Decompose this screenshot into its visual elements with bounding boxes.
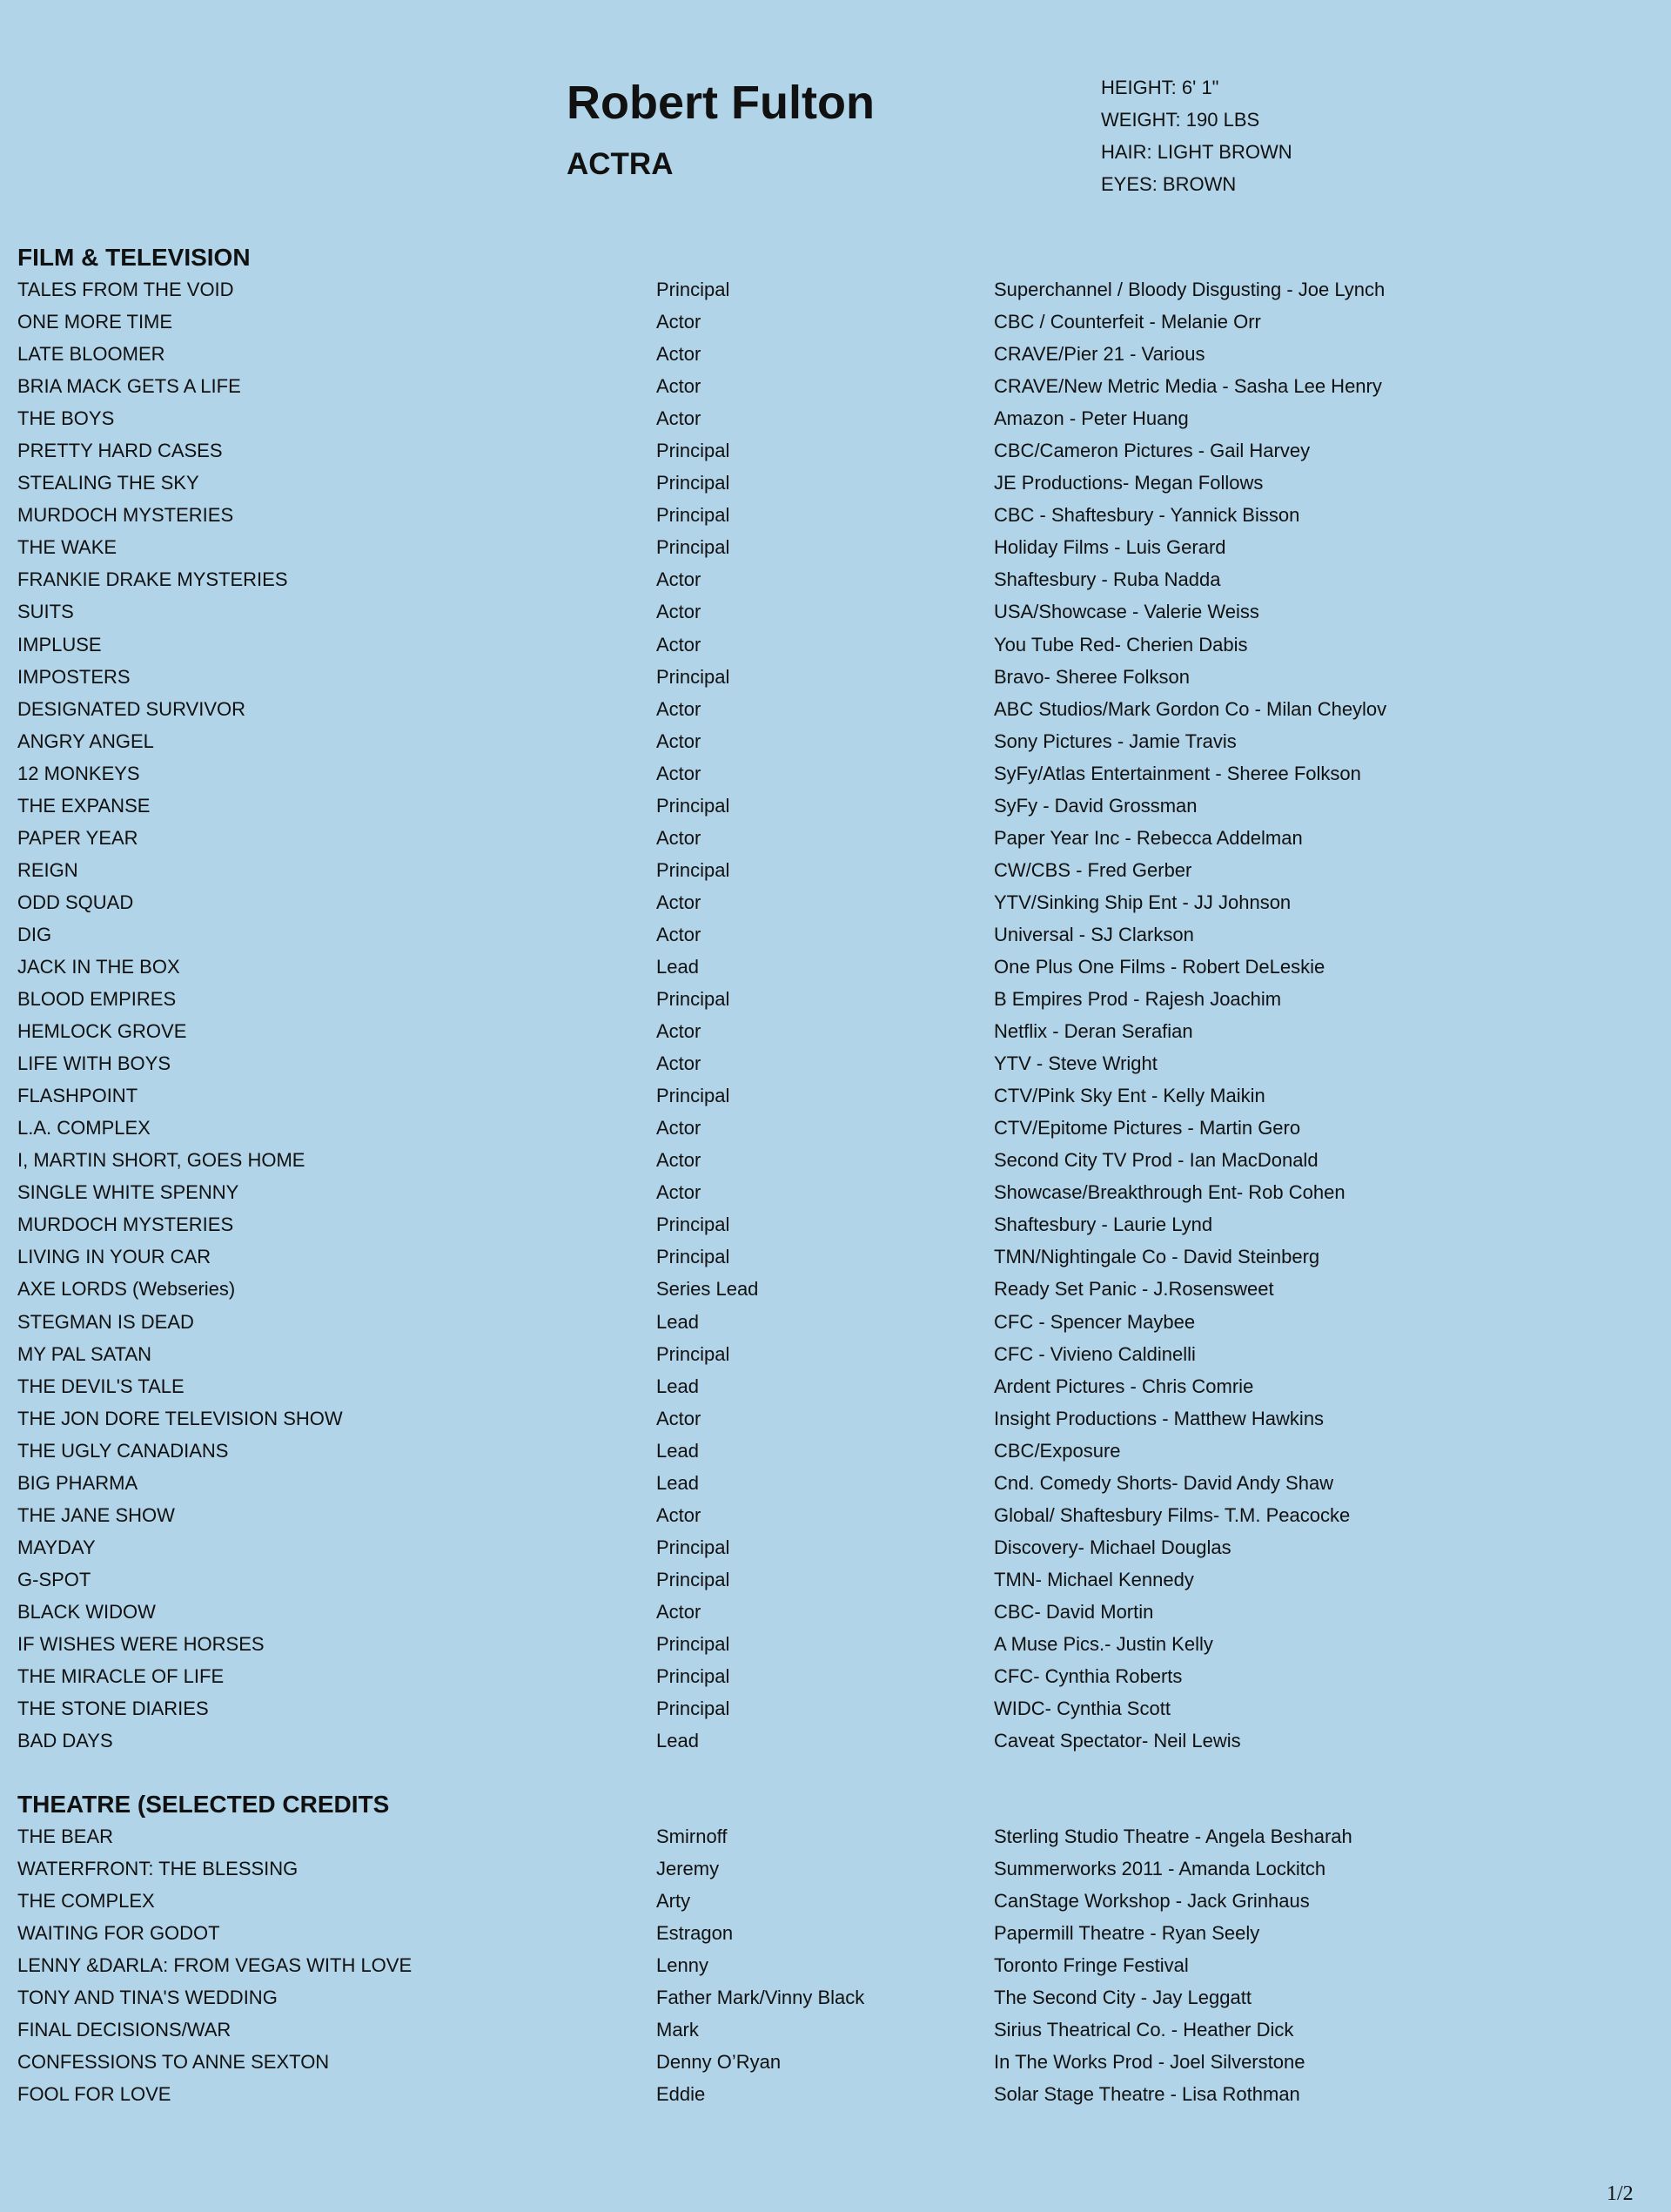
credit-role: Actor: [656, 891, 701, 913]
credit-production: CanStage Workshop - Jack Grinhaus: [994, 1890, 1310, 1913]
credit-row: [17, 531, 1636, 563]
credit-title: SINGLE WHITE SPENNY: [17, 1181, 239, 1204]
credit-role: Principal: [656, 1568, 730, 1590]
credit-production: TMN- Michael Kennedy: [994, 1568, 1194, 1590]
credit-production: Holiday Films - Luis Gerard: [994, 536, 1226, 559]
credit-title: ODD SQUAD: [17, 891, 134, 913]
section-title: FILM & TELEVISION: [17, 244, 251, 271]
credit-row: [17, 1079, 1636, 1112]
credit-role: Principal: [656, 440, 730, 462]
physical-stats: [1101, 71, 1292, 200]
credit-row: [17, 1499, 1636, 1531]
credit-role: Lead: [656, 955, 699, 978]
credit-row: [17, 1435, 1636, 1467]
credit-role: Father Mark/Vinny Black: [656, 1987, 865, 2009]
credit-row: [17, 2014, 1636, 2046]
credit-title: CONFESSIONS TO ANNE SEXTON: [17, 2051, 330, 2074]
credit-production: YTV - Steve Wright: [994, 1052, 1158, 1075]
credit-title: BAD DAYS: [17, 1730, 113, 1752]
actor-name: Robert Fulton: [567, 77, 875, 129]
credit-role: Actor: [656, 697, 701, 720]
credit-production: Caveat Spectator- Neil Lewis: [994, 1730, 1241, 1752]
credit-row: [17, 822, 1636, 854]
credit-title: LATE BLOOMER: [17, 343, 165, 366]
credit-row: [17, 1402, 1636, 1435]
credit-title: DESIGNATED SURVIVOR: [17, 697, 246, 720]
credit-production: CBC / Counterfeit - Melanie Orr: [994, 311, 1261, 333]
credit-production: WIDC- Cynthia Scott: [994, 1698, 1171, 1720]
credit-title: L.A. COMPLEX: [17, 1117, 151, 1140]
credit-row: [17, 1015, 1636, 1047]
credit-production: Bravo- Sheree Folkson: [994, 665, 1190, 688]
page-number: 1/2: [1607, 2182, 1634, 2205]
credit-role: Lead: [656, 1310, 699, 1333]
credit-row: [17, 1917, 1636, 1949]
credit-role: Lead: [656, 1730, 699, 1752]
credit-production: Paper Year Inc - Rebecca Addelman: [994, 826, 1303, 849]
credit-role: Actor: [656, 923, 701, 945]
credit-row: [17, 1660, 1636, 1692]
credit-production: SyFy - David Grossman: [994, 794, 1198, 817]
credit-role: Actor: [656, 407, 701, 430]
credit-role: Principal: [656, 472, 730, 494]
credit-row: [17, 467, 1636, 499]
credit-title: MURDOCH MYSTERIES: [17, 504, 234, 527]
credit-title: JACK IN THE BOX: [17, 955, 180, 978]
credit-role: Actor: [656, 1503, 701, 1526]
credit-row: [17, 918, 1636, 951]
credit-production: CTV/Pink Sky Ent - Kelly Maikin: [994, 1085, 1265, 1107]
credit-title: WAITING FOR GODOT: [17, 1922, 220, 1945]
credit-title: 12 MONKEYS: [17, 762, 140, 784]
credit-role: Eddie: [656, 2083, 706, 2106]
stat-height: HEIGHT: 6' 1": [1101, 77, 1219, 98]
credit-production: Shaftesbury - Laurie Lynd: [994, 1214, 1213, 1236]
credit-production: CTV/Epitome Pictures - Martin Gero: [994, 1117, 1301, 1140]
credit-production: CBC - Shaftesbury - Yannick Bisson: [994, 504, 1300, 527]
credit-role: Lenny: [656, 1954, 708, 1977]
credit-row: [17, 2078, 1636, 2110]
credit-title: FOOL FOR LOVE: [17, 2083, 171, 2106]
credit-title: BIG PHARMA: [17, 1471, 138, 1494]
credit-production: In The Works Prod - Joel Silverstone: [994, 2051, 1305, 2074]
stat-weight: WEIGHT: 190 LBS: [1101, 109, 1260, 131]
credit-production: Sony Pictures - Jamie Travis: [994, 729, 1237, 752]
credit-title: ONE MORE TIME: [17, 311, 173, 333]
film-television-section: [17, 242, 1636, 1757]
credit-production: Shaftesbury - Ruba Nadda: [994, 568, 1221, 591]
credit-row: [17, 1949, 1636, 1981]
credit-production: Second City TV Prod - Ian MacDonald: [994, 1149, 1319, 1172]
credit-production: CRAVE/New Metric Media - Sasha Lee Henry: [994, 375, 1382, 398]
credit-title: PAPER YEAR: [17, 826, 138, 849]
credit-title: I, MARTIN SHORT, GOES HOME: [17, 1149, 305, 1172]
credit-role: Series Lead: [656, 1278, 759, 1301]
credit-production: One Plus One Films - Robert DeLeskie: [994, 955, 1325, 978]
credit-row: [17, 661, 1636, 693]
credit-title: TONY AND TINA'S WEDDING: [17, 1987, 278, 2009]
credit-production: Ready Set Panic - J.Rosensweet: [994, 1278, 1274, 1301]
credit-production: CBC- David Mortin: [994, 1600, 1154, 1623]
credit-production: Showcase/Breakthrough Ent- Rob Cohen: [994, 1181, 1346, 1204]
credit-role: Principal: [656, 536, 730, 559]
credit-role: Principal: [656, 1342, 730, 1365]
credit-title: IF WISHES WERE HORSES: [17, 1632, 265, 1655]
credit-role: Principal: [656, 1536, 730, 1558]
credit-production: Papermill Theatre - Ryan Seely: [994, 1922, 1260, 1945]
credit-production: CFC- Cynthia Roberts: [994, 1665, 1183, 1688]
credit-title: THE UGLY CANADIANS: [17, 1439, 229, 1462]
credit-production: CBC/Cameron Pictures - Gail Harvey: [994, 440, 1311, 462]
credit-title: BLOOD EMPIRES: [17, 988, 177, 1011]
credit-role: Lead: [656, 1439, 699, 1462]
credit-role: Actor: [656, 568, 701, 591]
credit-role: Principal: [656, 1085, 730, 1107]
theatre-section: [17, 1789, 1636, 2110]
credit-title: THE JANE SHOW: [17, 1503, 175, 1526]
credit-title: STEALING THE SKY: [17, 472, 199, 494]
credit-row: [17, 434, 1636, 467]
credit-title: BRIA MACK GETS A LIFE: [17, 375, 241, 398]
credit-role: Actor: [656, 1149, 701, 1172]
credit-production: You Tube Red- Cherien Dabis: [994, 633, 1248, 656]
credit-title: IMPOSTERS: [17, 665, 131, 688]
credit-production: CRAVE/Pier 21 - Various: [994, 343, 1205, 366]
credit-row: [17, 563, 1636, 595]
credit-role: Actor: [656, 1117, 701, 1140]
credit-role: Principal: [656, 665, 730, 688]
credit-row: [17, 499, 1636, 531]
credit-production: Universal - SJ Clarkson: [994, 923, 1194, 945]
credit-title: STEGMAN IS DEAD: [17, 1310, 194, 1333]
credit-row: [17, 1628, 1636, 1660]
credit-row: [17, 1981, 1636, 2014]
credit-production: Netflix - Deran Serafian: [994, 1020, 1193, 1043]
credit-row: [17, 725, 1636, 757]
credit-row: [17, 1467, 1636, 1499]
credit-title: ANGRY ANGEL: [17, 729, 154, 752]
credit-production: YTV/Sinking Ship Ent - JJ Johnson: [994, 891, 1292, 913]
credit-title: THE BOYS: [17, 407, 115, 430]
credit-row: [17, 886, 1636, 918]
credit-role: Principal: [656, 1246, 730, 1268]
credit-row: [17, 1176, 1636, 1208]
credit-production: Amazon - Peter Huang: [994, 407, 1189, 430]
credit-row: [17, 402, 1636, 434]
credit-role: Lead: [656, 1471, 699, 1494]
credit-row: [17, 1725, 1636, 1757]
section-title: THEATRE (SELECTED CREDITS: [17, 1791, 390, 1818]
credit-role: Lead: [656, 1375, 699, 1397]
credit-row: [17, 338, 1636, 370]
credit-role: Principal: [656, 279, 730, 300]
credit-title: IMPLUSE: [17, 633, 102, 656]
credit-production: Insight Productions - Matthew Hawkins: [994, 1407, 1325, 1429]
credit-title: HEMLOCK GROVE: [17, 1020, 187, 1043]
stat-hair: HAIR: LIGHT BROWN: [1101, 141, 1292, 163]
credit-production: The Second City - Jay Leggatt: [994, 1987, 1252, 2009]
credit-title: THE MIRACLE OF LIFE: [17, 1665, 225, 1688]
credit-title: WATERFRONT: THE BLESSING: [17, 1858, 299, 1880]
credit-row: [17, 1852, 1636, 1885]
credit-production: Sterling Studio Theatre - Angela Besharah: [994, 1825, 1352, 1847]
credit-role: Actor: [656, 1600, 701, 1623]
credit-production: USA/Showcase - Valerie Weiss: [994, 601, 1259, 623]
credit-role: Jeremy: [656, 1858, 720, 1880]
credit-production: TMN/Nightingale Co - David Steinberg: [994, 1246, 1320, 1268]
credit-title: MURDOCH MYSTERIES: [17, 1214, 234, 1236]
credit-role: Principal: [656, 504, 730, 527]
credit-row: [17, 1047, 1636, 1079]
credit-production: A Muse Pics.- Justin Kelly: [994, 1632, 1213, 1655]
credit-row: [17, 1692, 1636, 1725]
credit-production: Ardent Pictures - Chris Comrie: [994, 1375, 1254, 1397]
credit-role: Principal: [656, 794, 730, 817]
credit-row: [17, 693, 1636, 725]
credit-row: [17, 854, 1636, 886]
credit-title: REIGN: [17, 858, 78, 881]
credit-production: Global/ Shaftesbury Films- T.M. Peacocke: [994, 1503, 1351, 1526]
credit-production: CBC/Exposure: [994, 1439, 1121, 1462]
credit-role: Denny O’Ryan: [656, 2051, 782, 2074]
credit-role: Actor: [656, 1020, 701, 1043]
credit-production: Superchannel / Bloody Disgusting - Joe Lynch: [994, 279, 1386, 300]
credit-title: LENNY &DARLA: FROM VEGAS WITH LOVE: [17, 1954, 413, 1977]
credit-production: Solar Stage Theatre - Lisa Rothman: [994, 2083, 1300, 2106]
credit-role: Arty: [656, 1890, 691, 1913]
credit-title: AXE LORDS (Webseries): [17, 1278, 236, 1301]
credit-row: [17, 1240, 1636, 1273]
credit-title: THE DEVIL'S TALE: [17, 1375, 185, 1397]
credit-row: [17, 1273, 1636, 1305]
credit-role: Actor: [656, 601, 701, 623]
credit-row: [17, 1820, 1636, 1852]
credit-row: [17, 273, 1636, 306]
credit-role: Actor: [656, 1407, 701, 1429]
credit-role: Principal: [656, 1214, 730, 1236]
credit-title: LIFE WITH BOYS: [17, 1052, 171, 1075]
credit-role: Actor: [656, 343, 701, 366]
credit-production: Toronto Fringe Festival: [994, 1954, 1189, 1977]
credit-role: Actor: [656, 762, 701, 784]
credit-role: Principal: [656, 1698, 730, 1720]
credit-role: Principal: [656, 988, 730, 1011]
credit-row: [17, 1306, 1636, 1338]
credit-role: Actor: [656, 1181, 701, 1204]
credit-row: [17, 790, 1636, 822]
credit-production: Summerworks 2011 - Amanda Lockitch: [994, 1858, 1326, 1880]
credit-production: Cnd. Comedy Shorts- David Andy Shaw: [994, 1471, 1334, 1494]
credit-row: [17, 1208, 1636, 1240]
credit-row: [17, 1531, 1636, 1563]
credit-row: [17, 1112, 1636, 1144]
credit-production: CW/CBS - Fred Gerber: [994, 858, 1192, 881]
credit-role: Actor: [656, 375, 701, 398]
credit-role: Mark: [656, 2019, 699, 2041]
credit-role: Smirnoff: [656, 1825, 728, 1847]
credit-role: Actor: [656, 826, 701, 849]
credit-role: Actor: [656, 729, 701, 752]
credit-list: [17, 1820, 1636, 2110]
credit-title: FLASHPOINT: [17, 1085, 138, 1107]
credit-list: [17, 273, 1636, 1757]
credit-production: CFC - Spencer Maybee: [994, 1310, 1196, 1333]
credit-production: Discovery- Michael Douglas: [994, 1536, 1231, 1558]
credit-production: B Empires Prod - Rajesh Joachim: [994, 988, 1282, 1011]
credit-title: MY PAL SATAN: [17, 1342, 152, 1365]
credit-row: [17, 1338, 1636, 1370]
credit-title: THE WAKE: [17, 536, 117, 559]
credit-production: JE Productions- Megan Follows: [994, 472, 1264, 494]
credit-role: Principal: [656, 1665, 730, 1688]
credit-row: [17, 2046, 1636, 2078]
credit-title: DIG: [17, 923, 52, 945]
credit-role: Actor: [656, 633, 701, 656]
credit-title: PRETTY HARD CASES: [17, 440, 223, 462]
credit-title: BLACK WIDOW: [17, 1600, 156, 1623]
credit-title: THE BEAR: [17, 1825, 114, 1847]
credit-role: Principal: [656, 1632, 730, 1655]
credit-row: [17, 1144, 1636, 1176]
credit-title: G-SPOT: [17, 1568, 91, 1590]
credit-row: [17, 370, 1636, 402]
credit-row: [17, 1370, 1636, 1402]
stat-eyes: EYES: BROWN: [1101, 173, 1237, 195]
credit-title: FINAL DECISIONS/WAR: [17, 2019, 232, 2041]
credit-title: SUITS: [17, 601, 74, 623]
credit-role: Principal: [656, 858, 730, 881]
credit-production: CFC - Vivieno Caldinelli: [994, 1342, 1196, 1365]
credit-title: LIVING IN YOUR CAR: [17, 1246, 211, 1268]
credit-row: [17, 983, 1636, 1015]
credit-row: [17, 1885, 1636, 1917]
credit-row: [17, 1596, 1636, 1628]
credit-production: Sirius Theatrical Co. - Heather Dick: [994, 2019, 1294, 2041]
credit-row: [17, 1563, 1636, 1596]
credit-title: FRANKIE DRAKE MYSTERIES: [17, 568, 288, 591]
credit-row: [17, 595, 1636, 628]
credit-title: MAYDAY: [17, 1536, 96, 1558]
credit-row: [17, 306, 1636, 338]
credit-role: Actor: [656, 1052, 701, 1075]
credit-row: [17, 629, 1636, 661]
credit-role: Actor: [656, 311, 701, 333]
credit-title: TALES FROM THE VOID: [17, 279, 234, 300]
credit-row: [17, 951, 1636, 983]
credit-title: THE JON DORE TELEVISION SHOW: [17, 1407, 343, 1429]
credit-row: [17, 757, 1636, 790]
credit-production: SyFy/Atlas Entertainment - Sheree Folkson: [994, 762, 1361, 784]
union-affiliation: ACTRA: [567, 147, 674, 181]
credit-title: THE EXPANSE: [17, 794, 151, 817]
credit-production: ABC Studios/Mark Gordon Co - Milan Cheylov: [994, 697, 1387, 720]
credit-title: THE COMPLEX: [17, 1890, 155, 1913]
credit-title: THE STONE DIARIES: [17, 1698, 209, 1720]
credit-role: Estragon: [656, 1922, 734, 1945]
